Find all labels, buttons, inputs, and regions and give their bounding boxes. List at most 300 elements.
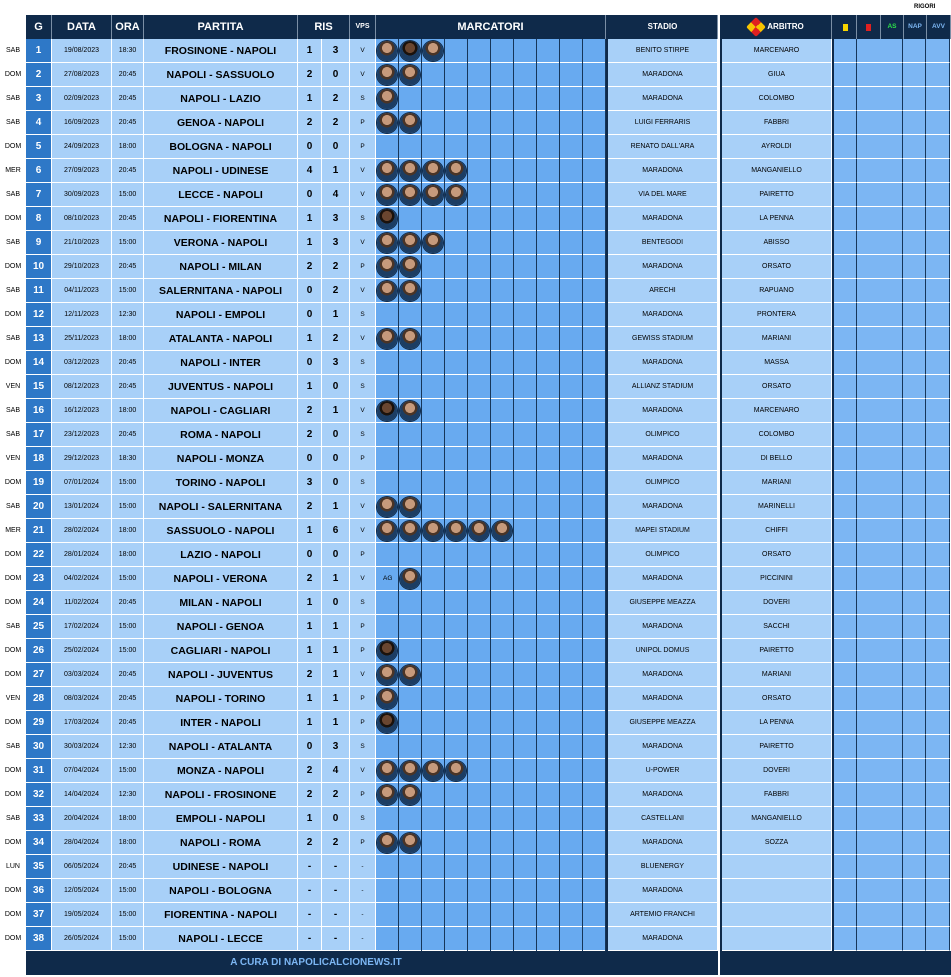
grid-slot	[422, 591, 445, 615]
table-row[interactable]	[26, 903, 606, 927]
grid-slot	[376, 615, 399, 639]
scorer-avatar-icon	[377, 113, 397, 133]
table-row[interactable]	[26, 399, 606, 423]
match-teams: NAPOLI - LAZIO	[144, 87, 298, 111]
table-row[interactable]	[26, 207, 606, 231]
table-row[interactable]	[26, 759, 606, 783]
grid-slot	[491, 327, 514, 351]
scorer-avatar-icon	[377, 41, 397, 61]
match-teams: NAPOLI - VERONA	[144, 567, 298, 591]
weekday-label: DOM	[4, 551, 22, 558]
discipline-cell	[926, 303, 950, 327]
match-outcome: V	[350, 231, 376, 255]
table-row[interactable]	[26, 447, 606, 471]
discipline-cell	[880, 255, 903, 279]
discipline-cell	[926, 327, 950, 351]
match-date: 19/08/2023	[52, 39, 112, 63]
grid-slot	[537, 399, 560, 423]
scorer-avatar-icon	[400, 833, 420, 853]
match-outcome: S	[350, 87, 376, 111]
scorer-avatar-icon	[400, 329, 420, 349]
away-score: 0	[322, 543, 350, 567]
grid-slot	[514, 807, 537, 831]
match-teams: NAPOLI - TORINO	[144, 687, 298, 711]
table-row[interactable]	[26, 783, 606, 807]
match-time: 18:00	[112, 831, 144, 855]
discipline-cell	[903, 87, 926, 111]
grid-slot	[537, 831, 560, 855]
stadium-name: ARECHI	[608, 279, 718, 303]
home-score: 1	[298, 807, 322, 831]
discipline-cell	[903, 855, 926, 879]
match-date: 12/05/2024	[52, 879, 112, 903]
referee-name: MANGANIELLO	[722, 159, 832, 183]
scorer-avatar-icon	[400, 257, 420, 277]
match-time: 20:45	[112, 423, 144, 447]
grid-slot	[583, 663, 606, 687]
referee-name	[722, 903, 832, 927]
match-time: 18:00	[112, 807, 144, 831]
match-time: 12:30	[112, 735, 144, 759]
footer-block	[722, 951, 832, 975]
scorers-cell	[376, 711, 606, 735]
matchday-number: 27	[26, 663, 52, 687]
discipline-cell	[903, 39, 926, 63]
table-row[interactable]	[26, 687, 606, 711]
grid-slot	[560, 687, 583, 711]
grid-slot	[537, 135, 560, 159]
grid-slot	[399, 615, 422, 639]
discipline-cell	[857, 519, 881, 543]
match-time: 20:45	[112, 159, 144, 183]
away-score: 2	[322, 87, 350, 111]
match-date: 21/10/2023	[52, 231, 112, 255]
discipline-cell	[903, 831, 926, 855]
grid-slot	[445, 735, 468, 759]
referee-name: MARINELLI	[722, 495, 832, 519]
discipline-cell	[880, 807, 903, 831]
table-row[interactable]	[26, 351, 606, 375]
discipline-cell	[926, 879, 950, 903]
matchday-number: 9	[26, 231, 52, 255]
header-red-card	[857, 15, 881, 39]
weekday-label: SAB	[5, 95, 20, 102]
grid-slot	[537, 927, 560, 951]
discipline-cell	[903, 111, 926, 135]
scorers-cell	[376, 495, 606, 519]
table-row[interactable]	[26, 591, 606, 615]
table-row[interactable]	[26, 135, 606, 159]
discipline-cell	[926, 855, 950, 879]
stadium-name: MARADONA	[608, 87, 718, 111]
home-score: 0	[298, 543, 322, 567]
grid-slot	[560, 831, 583, 855]
scorers-cell	[376, 39, 606, 63]
grid-slot	[422, 279, 445, 303]
stadium-name: MARADONA	[608, 447, 718, 471]
match-time: 18:30	[112, 447, 144, 471]
discipline-cell	[834, 207, 857, 231]
table-row[interactable]	[26, 375, 606, 399]
match-outcome: P	[350, 783, 376, 807]
table-row[interactable]	[26, 879, 606, 903]
discipline-cell	[834, 591, 857, 615]
matchday-number: 34	[26, 831, 52, 855]
grid-slot	[422, 855, 445, 879]
weekday-label: DOM	[4, 719, 22, 726]
away-score: 2	[322, 327, 350, 351]
grid-slot	[422, 207, 445, 231]
table-row[interactable]	[26, 39, 606, 63]
grid-slot	[560, 783, 583, 807]
grid-slot	[376, 447, 399, 471]
grid-slot	[445, 495, 468, 519]
table-row[interactable]	[26, 471, 606, 495]
scorer-avatar-icon	[400, 233, 420, 253]
discipline-cell	[926, 279, 950, 303]
away-score: 0	[322, 375, 350, 399]
match-teams: NAPOLI - GENOA	[144, 615, 298, 639]
match-outcome: S	[350, 591, 376, 615]
grid-slot	[537, 855, 560, 879]
home-score: 2	[298, 567, 322, 591]
match-date: 20/04/2024	[52, 807, 112, 831]
discipline-cell	[834, 783, 857, 807]
grid-slot	[583, 159, 606, 183]
grid-slot	[514, 471, 537, 495]
header-vps: VPS	[350, 15, 376, 39]
discipline-cell	[880, 231, 903, 255]
scorers-cell	[376, 567, 606, 591]
discipline-cell	[880, 711, 903, 735]
weekday-label: MER	[5, 167, 21, 174]
away-score: 1	[322, 663, 350, 687]
grid-slot	[468, 471, 491, 495]
grid-slot	[514, 159, 537, 183]
scorer-avatar-icon	[423, 521, 443, 541]
stadium-name: BENITO STIRPE	[608, 39, 718, 63]
grid-slot	[468, 63, 491, 87]
table-row[interactable]	[26, 327, 606, 351]
discipline-cell	[834, 543, 857, 567]
match-date: 03/12/2023	[52, 351, 112, 375]
discipline-cell	[903, 447, 926, 471]
table-row[interactable]	[26, 111, 606, 135]
match-teams: NAPOLI - JUVENTUS	[144, 663, 298, 687]
discipline-cell	[834, 639, 857, 663]
match-date: 30/03/2024	[52, 735, 112, 759]
table-row[interactable]	[26, 927, 606, 951]
away-score: 1	[322, 303, 350, 327]
table-row[interactable]	[26, 855, 606, 879]
table-row[interactable]	[26, 663, 606, 687]
discipline-cell	[926, 687, 950, 711]
stadium-name: MARADONA	[608, 879, 718, 903]
scorer-avatar-icon	[377, 785, 397, 805]
scorers-cell	[376, 63, 606, 87]
stadium-name: MARADONA	[608, 399, 718, 423]
match-teams: MONZA - NAPOLI	[144, 759, 298, 783]
match-teams: FIORENTINA - NAPOLI	[144, 903, 298, 927]
discipline-cell	[834, 711, 857, 735]
grid-slot	[445, 567, 468, 591]
table-row[interactable]	[26, 639, 606, 663]
match-date: 17/03/2024	[52, 711, 112, 735]
grid-slot	[583, 591, 606, 615]
away-score: 0	[322, 423, 350, 447]
grid-slot	[376, 903, 399, 927]
grid-slot	[560, 903, 583, 927]
match-date: 14/04/2024	[52, 783, 112, 807]
matchday-number: 1	[26, 39, 52, 63]
table-row[interactable]	[26, 615, 606, 639]
grid-slot	[560, 159, 583, 183]
match-teams: TORINO - NAPOLI	[144, 471, 298, 495]
grid-slot	[491, 495, 514, 519]
header-as: AS	[881, 15, 904, 39]
matchday-number: 24	[26, 591, 52, 615]
discipline-cell	[880, 447, 903, 471]
match-time: 15:00	[112, 879, 144, 903]
scorers-cell	[376, 279, 606, 303]
discipline-cell	[926, 567, 950, 591]
table-row[interactable]	[26, 519, 606, 543]
matchday-number: 25	[26, 615, 52, 639]
scorer-avatar-icon	[400, 41, 420, 61]
grid-slot	[514, 543, 537, 567]
grid-slot	[422, 351, 445, 375]
match-time: 20:45	[112, 255, 144, 279]
scorer-avatar-icon	[377, 257, 397, 277]
scorer-avatar-icon	[400, 113, 420, 133]
stadium-name: MARADONA	[608, 159, 718, 183]
away-score: -	[322, 903, 350, 927]
table-row[interactable]	[26, 423, 606, 447]
weekday-label: DOM	[4, 311, 22, 318]
grid-slot	[399, 879, 422, 903]
away-score: 3	[322, 39, 350, 63]
grid-slot	[514, 351, 537, 375]
grid-slot	[537, 183, 560, 207]
table-row[interactable]	[26, 255, 606, 279]
grid-slot	[468, 639, 491, 663]
scorer-avatar-icon	[400, 785, 420, 805]
matchday-number: 35	[26, 855, 52, 879]
discipline-cell	[926, 447, 950, 471]
discipline-cell	[834, 807, 857, 831]
match-outcome: P	[350, 615, 376, 639]
table-row[interactable]	[26, 543, 606, 567]
grid-slot	[514, 111, 537, 135]
discipline-cell	[834, 39, 857, 63]
scorers-cell	[376, 375, 606, 399]
grid-slot	[468, 927, 491, 951]
grid-slot	[537, 327, 560, 351]
table-row[interactable]	[26, 567, 606, 591]
grid-slot	[514, 831, 537, 855]
scorers-cell	[376, 303, 606, 327]
grid-slot	[445, 687, 468, 711]
grid-slot	[376, 879, 399, 903]
grid-slot	[399, 543, 422, 567]
stadium-name: MARADONA	[608, 687, 718, 711]
match-time: 15:00	[112, 495, 144, 519]
scorer-avatar-icon	[446, 185, 466, 205]
grid-slot	[514, 783, 537, 807]
grid-slot	[560, 471, 583, 495]
grid-slot	[583, 63, 606, 87]
match-outcome: -	[350, 927, 376, 951]
grid-slot	[468, 615, 491, 639]
grid-slot	[376, 855, 399, 879]
discipline-cell	[903, 783, 926, 807]
match-date: 23/12/2023	[52, 423, 112, 447]
table-row[interactable]	[26, 183, 606, 207]
table-row[interactable]	[26, 495, 606, 519]
grid-slot	[491, 111, 514, 135]
weekday-label: DOM	[4, 143, 22, 150]
grid-slot	[445, 375, 468, 399]
discipline-cell	[880, 543, 903, 567]
grid-slot	[583, 495, 606, 519]
discipline-cell	[834, 327, 857, 351]
discipline-cell	[926, 807, 950, 831]
grid-slot	[491, 687, 514, 711]
grid-slot	[399, 447, 422, 471]
discipline-cell	[903, 135, 926, 159]
scorers-cell	[376, 783, 606, 807]
grid-slot	[399, 303, 422, 327]
match-date: 02/09/2023	[52, 87, 112, 111]
header-nap: NAP	[904, 15, 927, 39]
grid-slot	[537, 255, 560, 279]
table-row[interactable]	[26, 279, 606, 303]
match-date: 28/01/2024	[52, 543, 112, 567]
grid-slot	[468, 495, 491, 519]
grid-slot	[376, 375, 399, 399]
grid-slot	[422, 879, 445, 903]
weekday-label: SAB	[5, 191, 20, 198]
matchday-number: 36	[26, 879, 52, 903]
scorer-avatar-icon	[377, 641, 397, 661]
away-score: 0	[322, 471, 350, 495]
grid-slot	[399, 471, 422, 495]
discipline-cell	[834, 279, 857, 303]
referee-name: ORSATO	[722, 687, 832, 711]
grid-slot	[537, 111, 560, 135]
table-row[interactable]	[26, 711, 606, 735]
discipline-cell	[926, 927, 950, 951]
grid-slot	[560, 87, 583, 111]
table-row[interactable]	[26, 831, 606, 855]
grid-slot	[468, 543, 491, 567]
grid-slot	[514, 639, 537, 663]
grid-slot	[537, 591, 560, 615]
grid-slot	[491, 807, 514, 831]
grid-slot	[583, 567, 606, 591]
table-row[interactable]	[26, 231, 606, 255]
stadium-name: MARADONA	[608, 783, 718, 807]
discipline-cell	[903, 495, 926, 519]
match-teams: NAPOLI - FROSINONE	[144, 783, 298, 807]
referee-name: MASSA	[722, 351, 832, 375]
scorer-avatar-icon	[377, 281, 397, 301]
grid-slot	[468, 183, 491, 207]
home-score: -	[298, 879, 322, 903]
grid-slot	[422, 567, 445, 591]
away-score: 1	[322, 495, 350, 519]
grid-slot	[537, 639, 560, 663]
discipline-cell	[926, 351, 950, 375]
grid-slot	[468, 567, 491, 591]
away-score: 0	[322, 807, 350, 831]
grid-slot	[445, 471, 468, 495]
grid-slot	[422, 135, 445, 159]
discipline-cell	[857, 879, 881, 903]
match-outcome: S	[350, 423, 376, 447]
scorer-avatar-icon	[400, 521, 420, 541]
table-row[interactable]	[26, 735, 606, 759]
weekday-label: VEN	[5, 695, 21, 702]
grid-slot	[445, 543, 468, 567]
scorers-cell	[376, 159, 606, 183]
grid-slot	[468, 831, 491, 855]
matchday-number: 2	[26, 63, 52, 87]
table-row[interactable]	[26, 63, 606, 87]
match-date: 13/01/2024	[52, 495, 112, 519]
away-score: 1	[322, 639, 350, 663]
match-date: 24/09/2023	[52, 135, 112, 159]
grid-slot	[514, 135, 537, 159]
home-score: -	[298, 855, 322, 879]
match-date: 29/12/2023	[52, 447, 112, 471]
match-time: 15:00	[112, 471, 144, 495]
table-row[interactable]	[26, 807, 606, 831]
table-row[interactable]	[26, 303, 606, 327]
home-score: 1	[298, 519, 322, 543]
grid-slot	[583, 471, 606, 495]
scorer-avatar-icon	[400, 665, 420, 685]
grid-slot	[445, 807, 468, 831]
away-score: 2	[322, 255, 350, 279]
home-score: 2	[298, 111, 322, 135]
grid-slot	[583, 207, 606, 231]
referee-name: FABBRI	[722, 111, 832, 135]
grid-slot	[445, 255, 468, 279]
grid-slot	[514, 399, 537, 423]
away-score: 3	[322, 351, 350, 375]
matchday-number: 13	[26, 327, 52, 351]
table-row[interactable]	[26, 87, 606, 111]
matchday-number: 19	[26, 471, 52, 495]
table-row[interactable]	[26, 159, 606, 183]
home-score: 1	[298, 639, 322, 663]
referee-name: DOVERI	[722, 591, 832, 615]
discipline-cell	[880, 303, 903, 327]
discipline-cell	[857, 135, 881, 159]
rigori-label: RIGORI	[914, 4, 936, 10]
grid-slot	[422, 903, 445, 927]
grid-slot	[560, 111, 583, 135]
grid-slot	[491, 855, 514, 879]
grid-slot	[468, 399, 491, 423]
stadium-name: CASTELLANI	[608, 807, 718, 831]
matchday-number: 11	[26, 279, 52, 303]
grid-slot	[514, 615, 537, 639]
match-date: 28/02/2024	[52, 519, 112, 543]
scorer-avatar-icon	[377, 689, 397, 709]
weekday-label: DOM	[4, 887, 22, 894]
